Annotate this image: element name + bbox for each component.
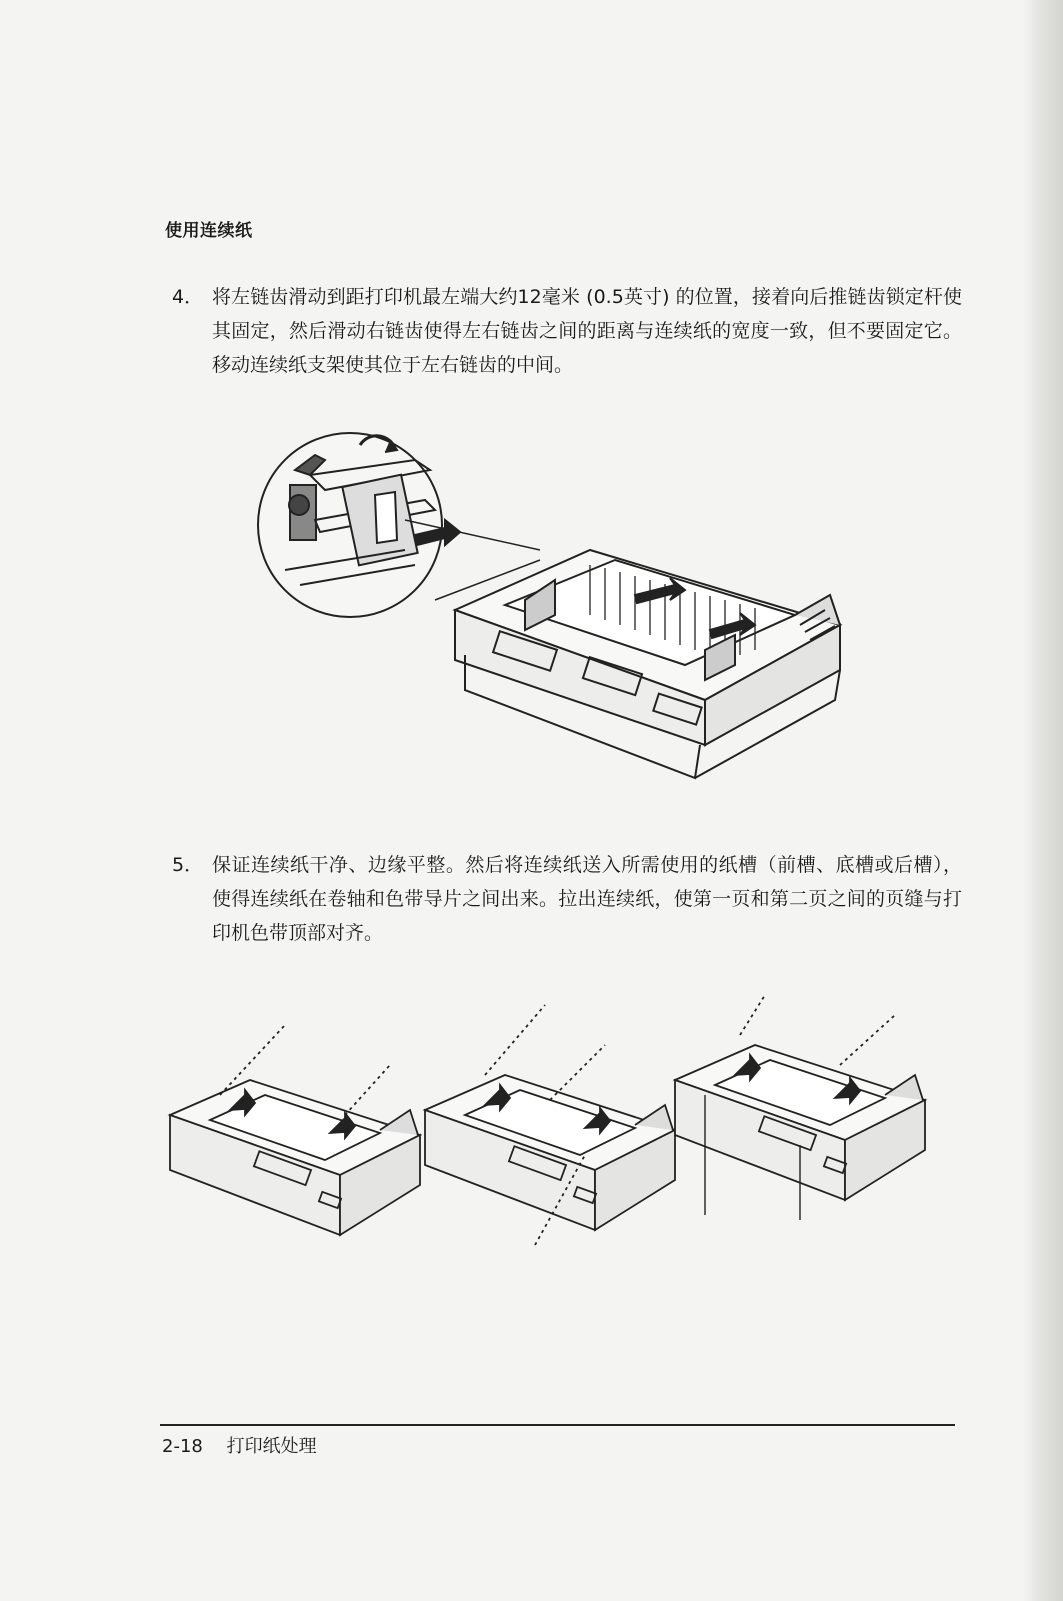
printer-front-slot [170, 1025, 420, 1235]
step-4 [172, 280, 962, 382]
printer-tractor-illustration [255, 400, 855, 820]
paper-slot-illustrations [165, 995, 950, 1265]
step-text: 保证连续纸干净、边缘平整。然后将连续纸送入所需使用的纸槽（前槽、底槽或后槽），使得连续纸在卷轴和色带导片之间出来。拉出连续纸，使第一页和第二页之间的页缝与打印机色带顶部对齐。 [212, 854, 962, 944]
printer-bottom-slot [425, 1005, 675, 1245]
page-footer [162, 1432, 335, 1458]
footer-rule [160, 1424, 955, 1426]
step-text: 将左链齿滑动到距打印机最左端大约12毫米 (0.5英寸) 的位置，接着向后推链齿锁定杆使其固定，然后滑动右链齿使得左右链齿之间的距离与连续纸的宽度一致，但不要固定它。移动连续纸支架使其位于左右链齿的中间。 [212, 286, 962, 376]
chapter-title: 打印纸处理 [226, 1436, 317, 1457]
page-edge-shadow [1023, 0, 1063, 1601]
step-5 [172, 848, 962, 950]
printer-body [455, 550, 840, 778]
section-heading: 使用连续纸 [165, 221, 253, 241]
page-number: 2-18 [162, 1436, 203, 1457]
step-number: 5． [172, 854, 204, 876]
printer-rear-slot [675, 995, 925, 1220]
step-number: 4． [172, 286, 204, 308]
